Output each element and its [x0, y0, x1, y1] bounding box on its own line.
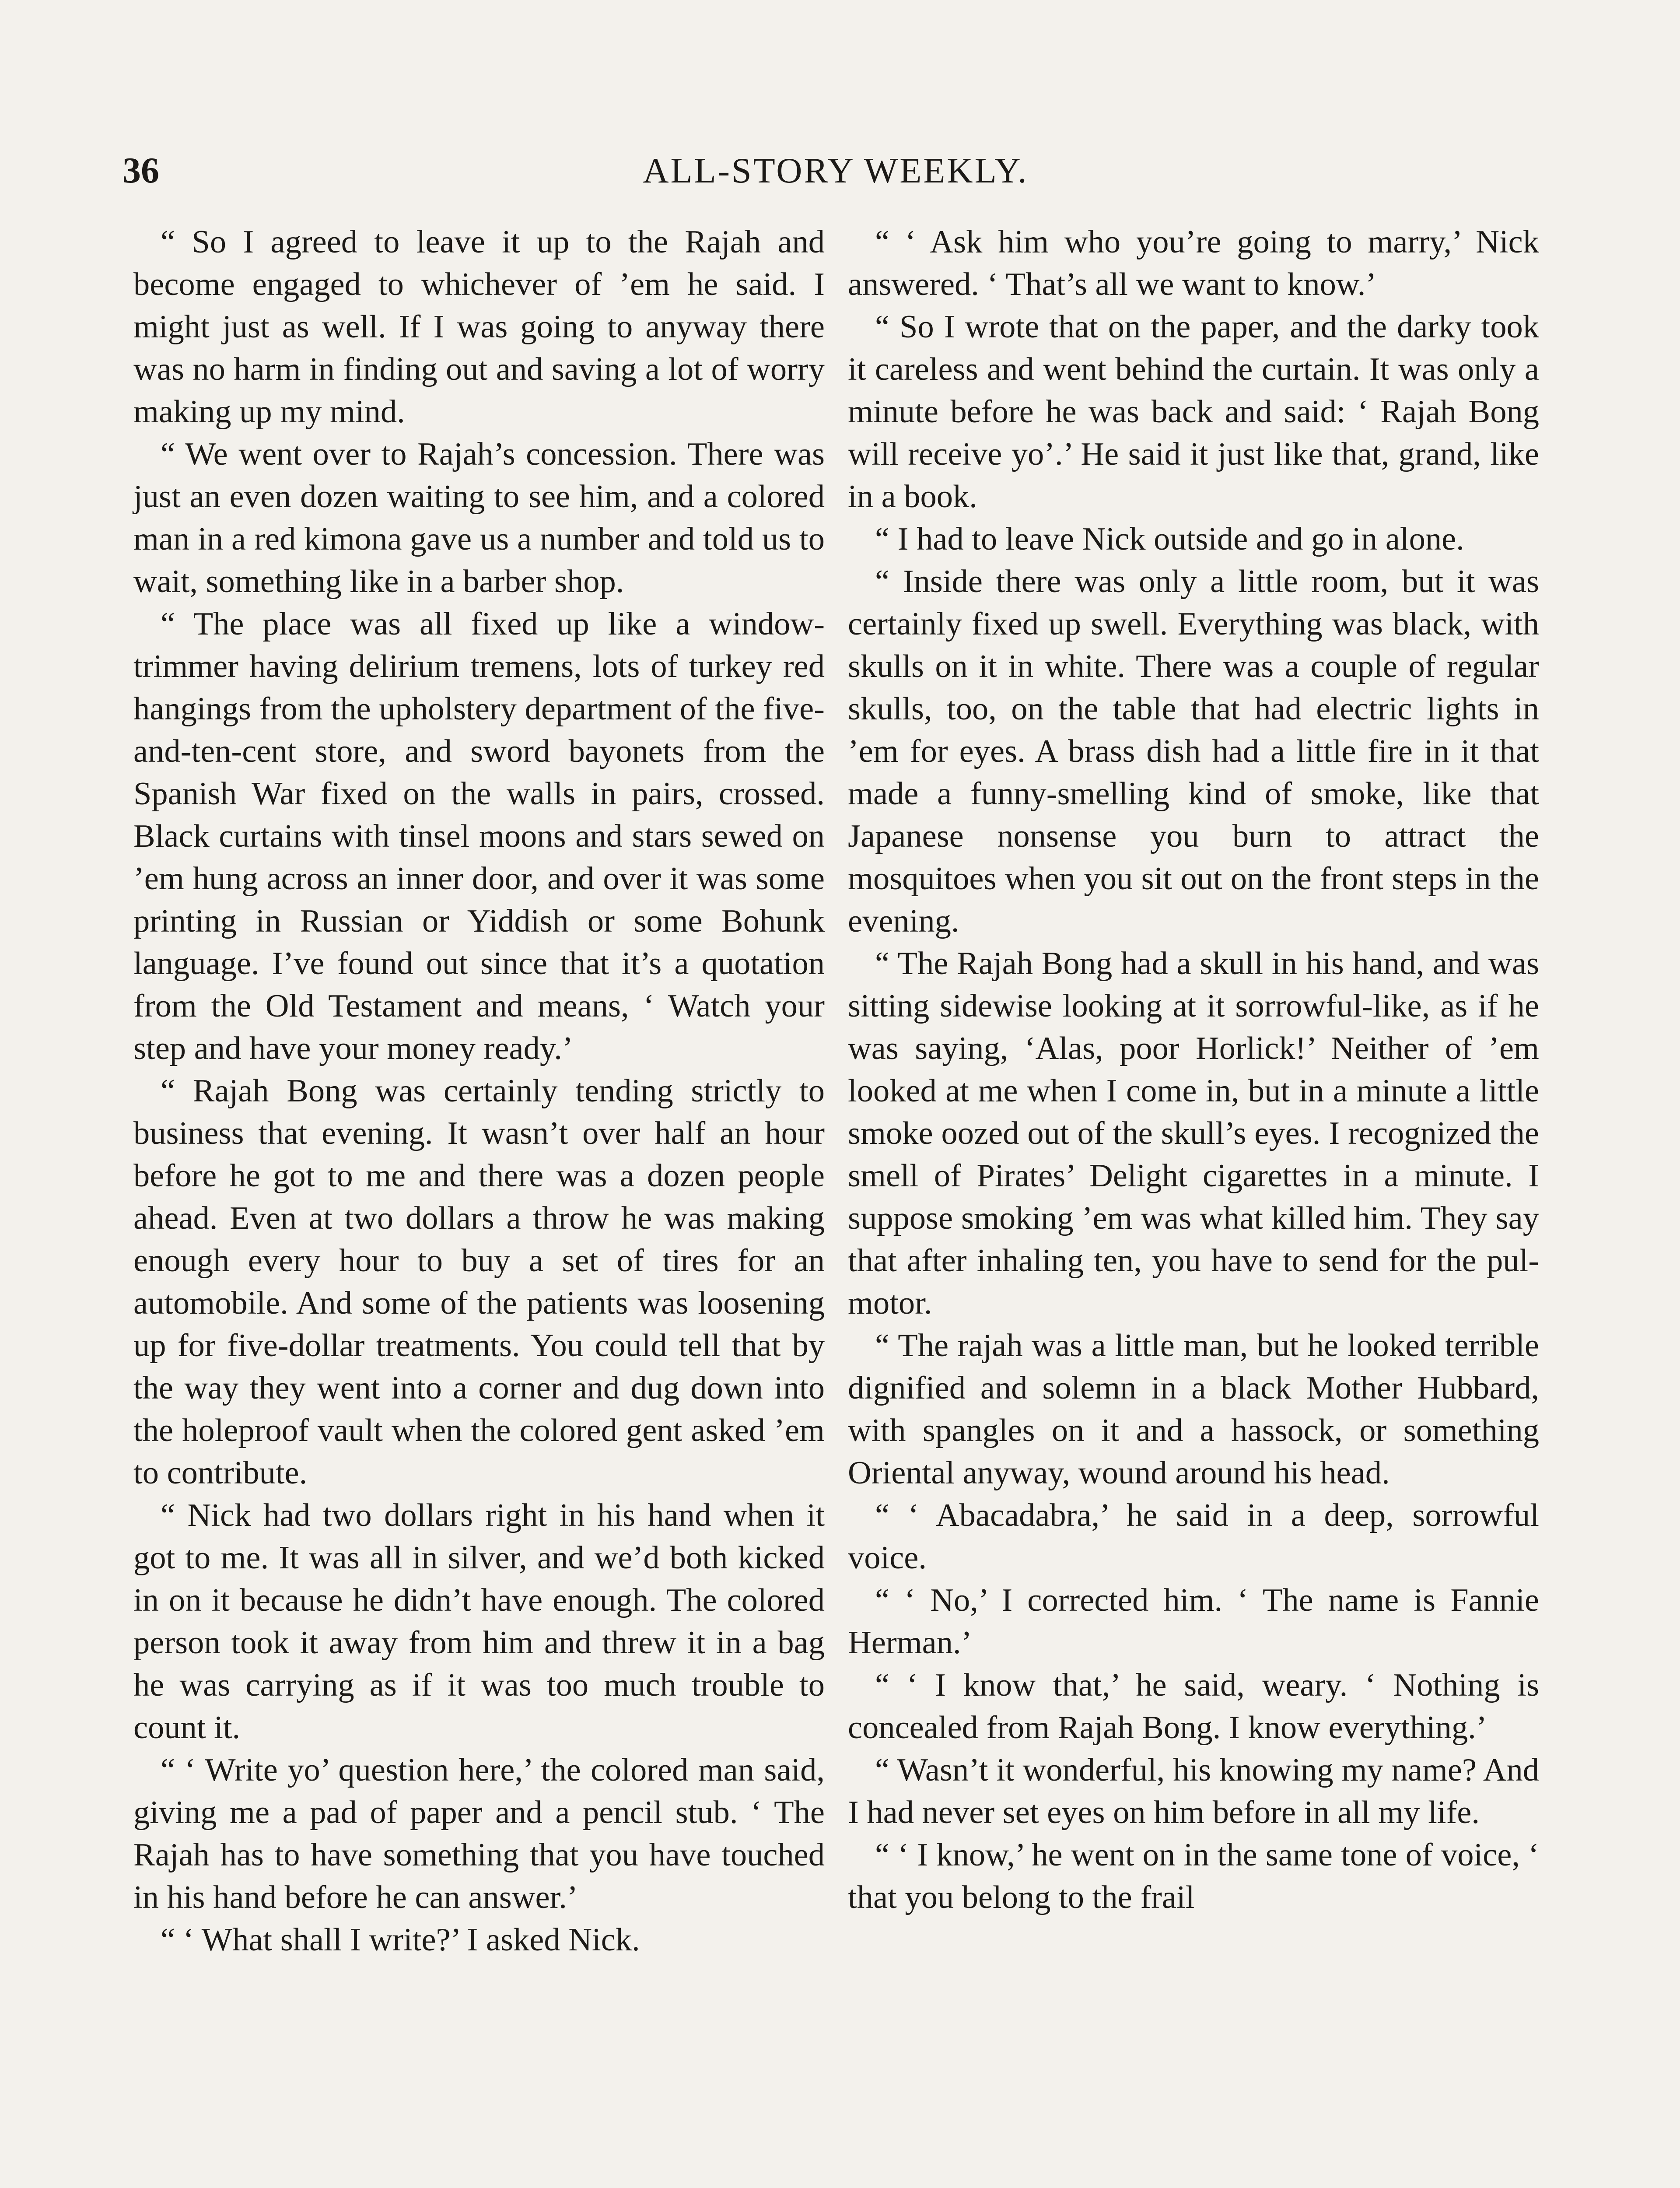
paragraph: “ We went over to Rajah’s concession. There was just an even dozen waiting to see him, and a colored man in a red kimona gave us a number and told us to wait, something like in a barber shop.	[133, 436, 825, 600]
paragraph: “ I had to leave Nick outside and go in alone.	[875, 521, 1464, 557]
paragraph: “ The Rajah Bong had a skull in his hand, and was sitting sidewise looking at it sorrowful-like, as if he was saying, ‘Alas, poor Horlick!’ Neither of ’em looked at me when I come in, but in a minute a little smoke oozed out of the skull’s eyes. I recognized the smell of Pirates’ Delight cigarettes in a minute. I suppose smoking ’em was what killed him. They say that after inhaling ten, you have to send for the pulmotor.	[848, 946, 1539, 1321]
paragraph: “ Wasn’t it wonderful, his knowing my name? And I had never set eyes on him before in all my life.	[848, 1752, 1539, 1830]
left-column	[133, 221, 825, 1961]
page-number: 36	[122, 150, 159, 191]
paragraph: “ Nick had two dollars right in his hand when it got to me. It was all in silver, and we’d both kicked in on it because he didn’t have enough. The colored person took it away from him and threw it in a bag he was carrying as if it was too much trouble to count it.	[133, 1497, 825, 1746]
paragraph: “ ‘ Abacadabra,’ he said in a deep, sorrowful voice.	[848, 1497, 1539, 1576]
paragraph: “ ‘ I know,’ he went on in the same tone of voice, ‘ that you belong to the frail	[848, 1837, 1539, 1915]
paragraph: “ The rajah was a little man, but he looked terrible dignified and solemn in a black Mother Hubbard, with spangles on it and a hassock, or something Oriental anyway, wound around his head.	[848, 1328, 1539, 1491]
right-column	[848, 221, 1539, 1919]
running-head: ALL-STORY WEEKLY.	[643, 151, 1029, 190]
paragraph: “ ‘ Write yo’ question here,’ the colored man said, giving me a pad of paper and a pencil stub. ‘ The Rajah has to have something that you have touched in his hand before he can answer.’	[133, 1752, 825, 1915]
paragraph: “ Rajah Bong was certainly tending strictly to business that evening. It wasn’t over half an hour before he got to me and there was a dozen people ahead. Even at two dollars a throw he was making enough every hour to buy a set of tires for an automobile. And some of the patients was loosening up for five-dollar treatments. You could tell that by the way they went into a corner and dug down into the holeproof vault when the colored gent asked ’em to contribute.	[133, 1073, 825, 1491]
paragraph: “ ‘ No,’ I corrected him. ‘ The name is Fannie Herman.’	[848, 1582, 1539, 1661]
paragraph: “ So I agreed to leave it up to the Rajah and become engaged to whichever of ’em he said. I might just as well. If I was going to anyway there was no harm in finding out and saving a lot of worry making up my mind.	[133, 224, 825, 430]
paragraph: “ So I wrote that on the paper, and the darky took it careless and went behind the curtain. It was only a minute before he was back and said: ‘ Rajah Bong will receive yo’.’ He said it just like that, grand, like in a book.	[848, 309, 1539, 515]
paragraph: “ The place was all fixed up like a window-trimmer having delirium tremens, lots of turkey red hangings from the upholstery department of the five-and-ten-cent store, and sword bayonets from the Spanish War fixed on the walls in pairs, crossed. Black curtains with tinsel moons and stars sewed on ’em hung across an inner door, and over it was some printing in Russian or Yiddish or some Bohunk language. I’ve found out since that it’s a quotation from the Old Testament and means, ‘ Watch your step and have your money ready.’	[133, 606, 825, 1066]
page-header	[122, 144, 1549, 197]
paragraph: “ ‘ What shall I write?’ I asked Nick.	[161, 1922, 640, 1958]
paragraph: “ Inside there was only a little room, but it was certainly fixed up swell. Everything was black, with skulls on it in white. There was a couple of regular skulls, too, on the table that had electric lights in ’em for eyes. A brass dish had a little fire in it that made a funny-smelling kind of smoke, like that Japanese nonsense you burn to attract the mosquitoes when you sit out on the front steps in the evening.	[848, 564, 1539, 939]
paragraph: “ ‘ I know that,’ he said, weary. ‘ Nothing is concealed from Rajah Bong. I know everything.’	[848, 1667, 1539, 1746]
paragraph: “ ‘ Ask him who you’re going to marry,’ Nick answered. ‘ That’s all we want to know.’	[848, 224, 1539, 302]
